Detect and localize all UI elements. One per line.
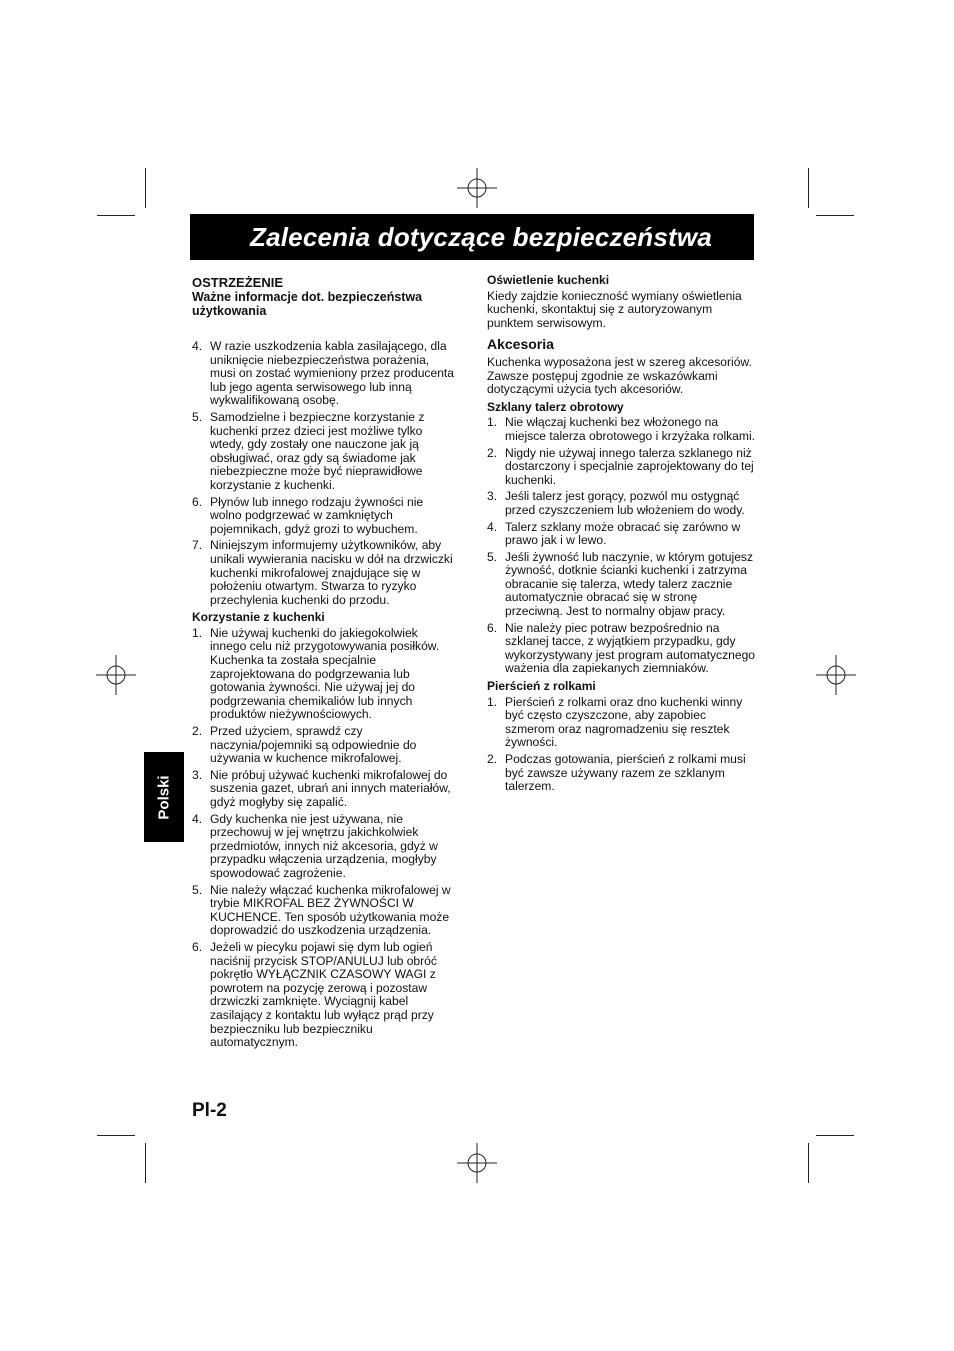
list-item — [487, 521, 757, 548]
accessories-heading: Akcesoria — [487, 336, 554, 353]
list-item-number: 6. — [192, 939, 203, 954]
crop-mark — [816, 215, 854, 216]
language-tab — [144, 752, 184, 842]
list-item — [487, 447, 757, 488]
list-item-number: 6. — [487, 620, 498, 635]
list-item — [192, 884, 457, 938]
list-item — [192, 627, 457, 722]
light-heading: Oświetlenie kuchenki — [487, 273, 610, 287]
list-item-text: Jeśli talerz jest gorący, pozwól mu ostygnąć przed czyszczeniem lub włożeniem do wody. — [505, 489, 745, 517]
list-item — [487, 490, 757, 517]
list-item-number: 2. — [487, 445, 498, 460]
crop-mark — [808, 1143, 809, 1183]
warning-heading: OSTRZEŻENIE — [192, 275, 284, 290]
list-item-text: Gdy kuchenka nie jest używana, nie przechowuj w jej wnętrzu jakichkolwiek przedmiotów, innych niż akcesoria, gdyż w przypadku włączenia urządzenia, mogłyby spowodować zagrożenie. — [210, 811, 438, 880]
list-item — [192, 813, 457, 881]
list-item-text: Niniejszym informujemy użytkowników, aby unikali wywierania nacisku w dół na drzwiczki kuchenki mikrofalowej znajdujące się w położeniu otwartym. Stwarza to ryzyko przechylenia kuchenki do przodu. — [210, 538, 453, 607]
crop-mark — [97, 1135, 135, 1136]
list-item-text: Jeśli żywność lub naczynie, w którym gotujesz żywność, dotknie ścianki kuchenki i zatrzyma obracanie się talerza, wtedy talerz zacznie automatycznie obracać się w stronę przeciwną. Jest to normalny objaw pracy. — [505, 549, 754, 619]
crop-mark — [145, 1143, 146, 1183]
list-item-text: Podczas gotowania, pierścień z rolkami musi być zawsze używany razem ze szklanym talerzem. — [505, 752, 746, 794]
page-number: Pl-2 — [192, 1100, 227, 1121]
list-item — [487, 622, 757, 676]
list-item-number: 6. — [192, 494, 203, 509]
list-item — [192, 340, 457, 408]
list-item-text: Nie należy piec potraw bezpośrednio na szklanej tacce, z wyjątkiem przypadku, gdy wykorzystywany jest program automatycznego ważenia dla zapiekanych ziemniaków. — [505, 620, 756, 676]
list-item-text: Talerz szklany może obracać się zarówno w prawo jak i w lewo. — [505, 519, 741, 548]
list-item-text: Samodzielne i bezpieczne korzystanie z kuchenki przez dzieci jest możliwe tylko wtedy, gdy zostały one nauczone jak ją obsługiwać, oraz gdy są świadome jak niebezpieczne może być nieprawidłowe korzystanie z kuchenki. — [210, 409, 425, 492]
list-item-number: 5. — [192, 882, 203, 897]
crop-mark — [808, 168, 809, 208]
roller-ring-heading: Pierścień z rolkami — [487, 679, 596, 694]
usage-heading: Korzystanie z kuchenki — [192, 610, 325, 625]
list-item-number: 1. — [487, 415, 498, 430]
registration-mark-icon — [96, 655, 136, 695]
crop-mark — [816, 1135, 854, 1136]
list-item-text: Nie należy włączać kuchenka mikrofalowej w trybie MIKROFAL BEZ ŻYWNOŚCI W KUCHENCE. Ten sposób użytkowania może doprowadzić do uszkodzenia urządzenia. — [210, 882, 451, 938]
list-item-number: 2. — [192, 724, 203, 739]
roller-ring-list — [487, 696, 757, 794]
list-item-text: Nie próbuj używać kuchenki mikrofalowej do suszenia gazet, ubrań ani innych materiałów, gdyż mogłyby się zapalić. — [210, 767, 451, 809]
list-item — [487, 416, 757, 443]
list-item-number: 1. — [192, 625, 203, 640]
list-item-number: 5. — [192, 409, 203, 424]
list-item-number: 5. — [487, 549, 498, 564]
list-item-number: 7. — [192, 538, 203, 553]
left-column — [192, 275, 457, 1053]
accessories-text: Kuchenka wyposażona jest w szereg akcesoriów. Zawsze postępuj zgodnie ze wskazówkami dotyczącymi użycia tych akcesoriów. — [487, 354, 752, 397]
crop-mark — [97, 215, 135, 216]
list-item-number: 3. — [192, 767, 203, 782]
list-item — [192, 496, 457, 537]
list-item-text: Płynów lub innego rodzaju żywności nie wolno podgrzewać w zamkniętych pojemnikach, gdyż grozi to wybuchem. — [210, 494, 424, 536]
list-item — [487, 551, 757, 619]
right-column — [487, 274, 757, 797]
list-item-number: 4. — [192, 811, 203, 826]
warning-subheading: Ważne informacje dot. bezpieczeństwa użytkowania — [192, 290, 423, 318]
list-item — [487, 753, 757, 794]
registration-mark-icon — [457, 1143, 497, 1183]
list-item-text: Nie włączaj kuchenki bez włożonego na miejsce talerza obrotowego i krzyżaka rolkami. — [505, 415, 756, 443]
list-item — [192, 941, 457, 1050]
list-item-text: Nigdy nie używaj innego talerza szklanego niż dostarczony i specjalnie zaprojektowany do tej kuchenki. — [505, 445, 754, 487]
list-item — [487, 696, 757, 750]
list-item-text: W razie uszkodzenia kabla zasilającego, dla uniknięcie niebezpieczeństwa porażenia, musi on zostać wymieniony przez producenta lub jego agenta serwisowego lub inną wykwalifikowaną osobę. — [210, 339, 455, 408]
language-tab-label: Polski — [155, 774, 173, 820]
usage-list — [192, 627, 457, 1050]
list-item — [192, 769, 457, 810]
list-item-text: Jeżeli w piecyku pojawi się dym lub ogień naciśnij przycisk STOP/ANULUJ lub obróć pokrętło WYŁĄCZNIK CZASOWY WAGI z powrotem na pozycję zerową i pozostaw drzwiczki zamknięte. Wyciągnij kabel zasilający z kontaktu lub wyłącz prąd przy bezpieczniku lub bezpieczniku automatycznym. — [210, 939, 437, 1050]
warning-list — [192, 340, 457, 607]
registration-mark-icon — [457, 168, 497, 208]
list-item — [192, 411, 457, 493]
list-item-number: 4. — [487, 519, 498, 534]
list-item-number: 4. — [192, 339, 203, 353]
page-title: Zalecenia dotyczące bezpieczeństwa — [250, 221, 712, 252]
list-item — [192, 725, 457, 766]
crop-mark — [145, 168, 146, 208]
title-bar — [190, 214, 754, 260]
glass-tray-list — [487, 416, 757, 676]
list-item-number: 3. — [487, 489, 498, 504]
light-text: Kiedy zajdzie konieczność wymiany oświetlenia kuchenki, skontaktuj się z autoryzowanym punktem serwisowym. — [487, 288, 742, 330]
registration-mark-icon — [816, 655, 856, 695]
glass-tray-heading: Szklany talerz obrotowy — [487, 399, 624, 414]
list-item-text: Pierścień z rolkami oraz dno kuchenki winny być często czyszczone, aby zapobiec szmerom oraz nagromadzeniu się resztek żywności. — [505, 694, 743, 750]
list-item-number: 1. — [487, 694, 498, 709]
list-item-text: Przed użyciem, sprawdź czy naczynia/pojemniki są odpowiednie do używania w kuchence mikrofalowej. — [210, 724, 417, 766]
list-item-text: Nie używaj kuchenki do jakiegokolwiek innego celu niż przygotowywania posiłków. Kuchenka ta została specjalnie zaprojektowana do podgrzewania lub gotowania żywności. Nie używaj jej do podgrzewania chemikaliów lub innych produktów nieżywnościowych. — [210, 625, 440, 722]
list-item — [192, 539, 457, 607]
list-item-number: 2. — [487, 752, 498, 766]
